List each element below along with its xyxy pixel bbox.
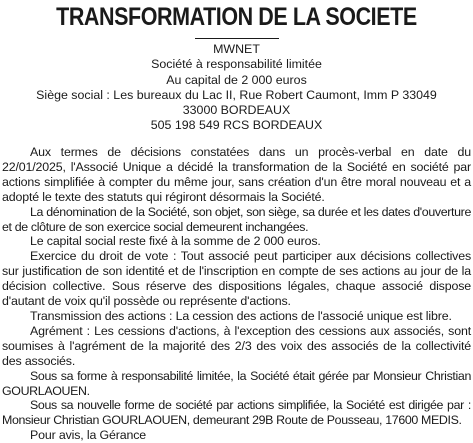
paragraph-former-management: Sous sa forme à responsabilité limitée, la Société était gérée par Monsieur Christian GOURLAOUEN. bbox=[2, 368, 471, 398]
paragraph-capital: Le capital social reste fixé à la somme de 2 000 euros. bbox=[30, 234, 321, 249]
company-city: 33000 BORDEAUX bbox=[182, 103, 291, 118]
notice-title: TRANSFORMATION DE LA SOCIETE bbox=[56, 3, 417, 31]
paragraph-signature: Pour avis, la Gérance bbox=[30, 428, 146, 443]
paragraph-voting-rights: Exercice du droit de vote : Tout associé peut participer aux décisions collectives sur justification de son identité et de l'inscription en compte de ses actions au jour de la décision collective. Sous réserve des dispositions légales, chaque associé dispose d'autant de voix qu'il possède ou représente d'actions. bbox=[2, 249, 471, 309]
company-name: MWNET bbox=[213, 42, 260, 56]
paragraph-unchanged-items: La dénomination de la Société, son objet, son siège, sa durée et les dates d'ouverture et de clôture de son exercice social demeurent inchangées. bbox=[2, 204, 471, 234]
paragraph-new-management: Sous sa nouvelle forme de société par actions simplifiée, la Société est dirigée par : Monsieur Christian GOURLAOUEN, demeurant 29B Route de Pousseau, 17600 MEDIS. bbox=[2, 398, 471, 428]
title-divider bbox=[195, 38, 279, 39]
company-rcs: 505 198 549 RCS BORDEAUX bbox=[150, 118, 323, 133]
company-header bbox=[0, 42, 473, 134]
company-capital: Au capital de 2 000 euros bbox=[166, 72, 307, 87]
paragraph-decision: Aux termes de décisions constatées dans un procès-verbal en date du 22/01/2025, l'Associé Unique a décidé la transformation de la Société en société par actions simplifiée à compter du même jour, sans création d'un être moral nouveau et a adopté le texte des statuts qui régiront désormais la Société. bbox=[2, 145, 471, 204]
paragraph-approval: Agrément : Les cessions d'actions, à l'exception des cessions aux associés, sont soumises à l'agrément de la majorité des 2/3 des voix des associés de la collectivité des associés. bbox=[2, 323, 471, 368]
company-legal-form: Société à responsabilité limitée bbox=[151, 57, 322, 72]
notice-body bbox=[2, 145, 471, 443]
company-registered-office: Siège social : Les bureaux du Lac II, Rue Robert Caumont, Imm P 33049 bbox=[36, 87, 437, 102]
paragraph-share-transfer: Transmission des actions : La cession des actions de l'associé unique est libre. bbox=[30, 308, 452, 323]
